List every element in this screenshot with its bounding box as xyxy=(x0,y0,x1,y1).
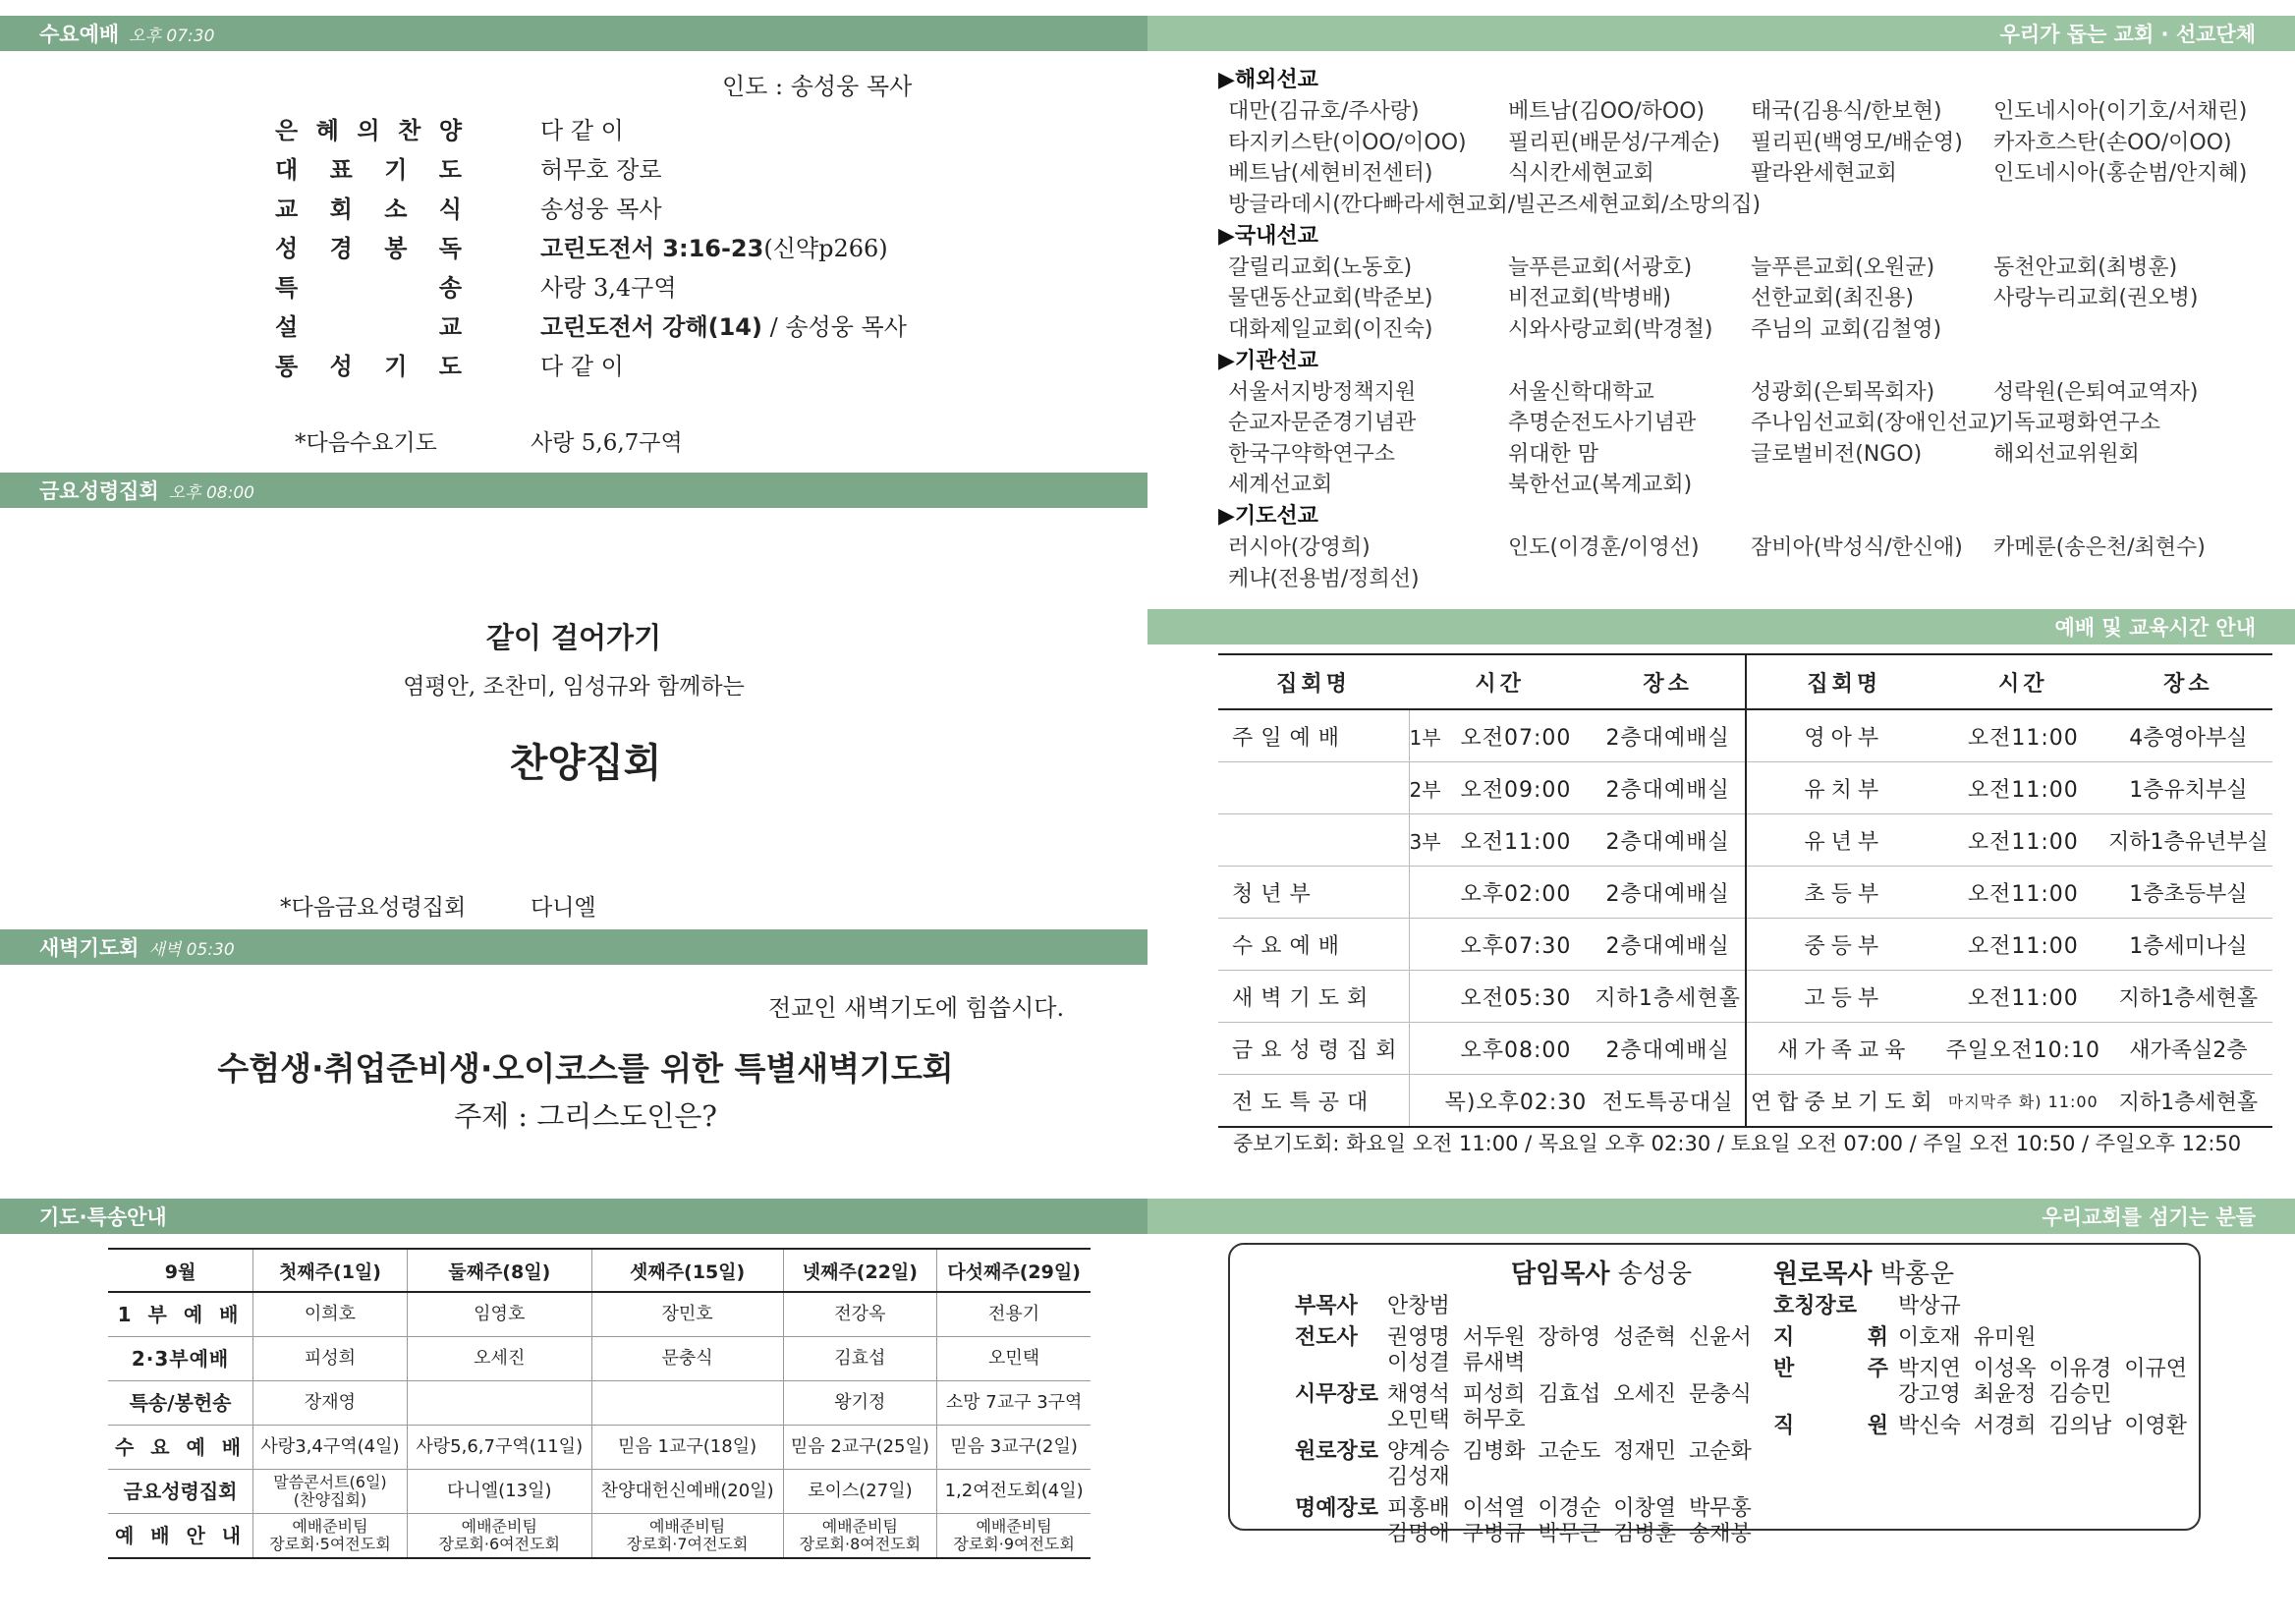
mission-item: 늘푸른교회(오원균) xyxy=(1751,254,1935,280)
label-char: 성 xyxy=(329,352,353,380)
staff-names: 안창범 xyxy=(1387,1294,1450,1318)
label-char: 설 xyxy=(275,312,299,341)
schedule-cell: 지하1층세현홀 xyxy=(1591,971,1746,1023)
program-value-text: 송성웅 목사 xyxy=(540,195,662,223)
label-char: 독 xyxy=(438,234,462,262)
label-char: 통 xyxy=(275,352,299,380)
schedule-cell: 지하1층유년부실 xyxy=(2104,814,2272,867)
fri-event: 찬양집회 xyxy=(509,741,662,786)
wed-next-label: *다음수요기도 xyxy=(295,430,437,456)
section-title: 새벽기도회 xyxy=(39,936,140,960)
staff-names: 권영명 서두원 장하영 성준혁 신윤서 xyxy=(1387,1325,1752,1350)
schedule-header xyxy=(1148,609,2295,644)
head-pastor xyxy=(1511,1254,1692,1290)
staff-names: 이성결 류새벽 xyxy=(1387,1351,1526,1375)
head-pastor-title: 담임목사 xyxy=(1511,1260,1610,1289)
schedule-cell: 2층대예배실 xyxy=(1591,709,1746,762)
section-time: 새벽 05:30 xyxy=(148,939,235,960)
staff-title: 명예장로 xyxy=(1295,1496,1379,1521)
dawn-title: 수험생·취업준비생·오이코스를 위한 특별새벽기도회 xyxy=(217,1049,954,1088)
mission-item: 세계선교회 xyxy=(1228,473,1333,497)
staff-title: 시무장로 xyxy=(1295,1382,1379,1407)
program-value-text: 다 같 이 xyxy=(540,116,624,144)
mission-item: 카자흐스탄(손OO/이OO) xyxy=(1993,130,2232,155)
staff-names: 피홍배 이석열 이경순 이창열 박무홍 xyxy=(1387,1496,1752,1521)
prayer-cell-line: 장로회·6여전도회 xyxy=(438,1535,560,1553)
prayer-cell xyxy=(591,1381,783,1426)
prayer-cell-line: (찬양집회) xyxy=(293,1490,367,1509)
prayer-cell xyxy=(253,1470,408,1514)
schedule-cell xyxy=(1409,1023,1441,1075)
prayer-cell: 금요성령집회 xyxy=(108,1470,253,1514)
schedule-cell: 1층초등부실 xyxy=(2104,867,2272,919)
schedule-cell: 전도특공대실 xyxy=(1591,1075,1746,1128)
prayer-row xyxy=(108,1514,1091,1559)
staff-names: 박신숙 서경희 김의남 이영환 xyxy=(1898,1414,2188,1438)
schedule-cell: 오후08:00 xyxy=(1441,1023,1592,1075)
elder-pastor-name: 박홍운 xyxy=(1879,1260,1955,1289)
prayer-cell: 장재영 xyxy=(253,1381,408,1426)
prayer-cell: 소망 7교구 3구역 xyxy=(937,1381,1091,1426)
col-header: 첫째주(1일) xyxy=(253,1249,408,1292)
col-header: 둘째주(8일) xyxy=(407,1249,591,1292)
label-char: 의 xyxy=(357,116,380,144)
prayer-cell-line: 예배준비팀 xyxy=(976,1517,1052,1537)
mission-item: 한국구약학연구소 xyxy=(1228,441,1396,467)
schedule-cell: 주일오전10:10 xyxy=(1942,1023,2104,1075)
staff-header xyxy=(1148,1199,2295,1234)
schedule-cell: 수요예배 xyxy=(1218,919,1409,971)
prayer-row xyxy=(108,1337,1091,1381)
label-char: 도 xyxy=(438,155,462,184)
col-header: 집회명 xyxy=(1746,654,1942,709)
schedule-cell: 마지막주 화) 11:00 xyxy=(1942,1075,2104,1128)
mission-item: 인도(이경훈/이영선) xyxy=(1508,535,1700,560)
mission-group-heading: ▶기도선교 xyxy=(1218,504,1318,529)
prayer-cell-line: 말씀콘서트(6일) xyxy=(273,1473,387,1492)
label-char: 교 xyxy=(275,195,299,223)
label-char: 회 xyxy=(329,195,353,223)
wed-next-value: 사랑 5,6,7구역 xyxy=(531,430,683,456)
schedule-row xyxy=(1218,762,2272,814)
col-header: 셋째주(15일) xyxy=(591,1249,783,1292)
program-value xyxy=(540,111,624,145)
staff-names: 오민택 허무호 xyxy=(1387,1408,1526,1432)
program-row xyxy=(275,187,662,226)
staff-title: 부목사 xyxy=(1295,1294,1358,1318)
schedule-row xyxy=(1218,971,2272,1023)
prayer-cell: 특송/봉헌송 xyxy=(108,1381,253,1426)
schedule-cell: 영아부 xyxy=(1746,709,1942,762)
mission-item: 서울신학대학교 xyxy=(1508,379,1654,405)
program-label xyxy=(275,229,462,263)
fri-subtitle: 염평안, 조찬미, 임성규와 함께하는 xyxy=(403,674,745,700)
mission-item: 갈릴리교회(노동호) xyxy=(1228,254,1413,280)
mission-item: 북한선교(복계교회) xyxy=(1508,473,1693,497)
prayer-cell: 오민택 xyxy=(937,1337,1091,1381)
section-title: 금요성령집회 xyxy=(39,479,159,503)
schedule-row xyxy=(1218,1023,2272,1075)
prayer-cell: 임영호 xyxy=(407,1292,591,1337)
schedule-cell xyxy=(1409,867,1441,919)
mission-item: 해외선교위원회 xyxy=(1993,441,2140,467)
schedule-cell: 오전11:00 xyxy=(1942,762,2104,814)
mission-item: 서울서지방정책지원 xyxy=(1228,379,1417,405)
staff-names: 이호재 유미원 xyxy=(1898,1325,2037,1350)
mission-item: 추명순전도사기념관 xyxy=(1508,411,1697,435)
schedule-cell: 2층대예배실 xyxy=(1591,867,1746,919)
schedule-row xyxy=(1218,814,2272,867)
schedule-cell: 1부 xyxy=(1409,709,1441,762)
schedule-cell: 3부 xyxy=(1409,814,1441,867)
schedule-cell xyxy=(1218,762,1409,814)
program-value-text: 다 같 이 xyxy=(540,352,624,380)
schedule-cell: 2층대예배실 xyxy=(1591,1023,1746,1075)
prayer-row xyxy=(108,1292,1091,1337)
mission-item: 글로벌비전(NGO) xyxy=(1751,441,1923,467)
prayer-cell-line: 예배준비팀 xyxy=(461,1517,537,1537)
mission-item: 방글라데시(깐다빠라세현교회/빌곤즈세현교회/소망의집) xyxy=(1228,192,1762,217)
col-header: 다섯째주(29일) xyxy=(937,1249,1091,1292)
prayer-cell-line: 장로회·9여전도회 xyxy=(953,1535,1075,1553)
prayer-header xyxy=(0,1199,1148,1234)
dawn-note: 전교인 새벽기도에 힘씁시다. xyxy=(768,994,1065,1022)
label-char: 양 xyxy=(438,116,462,144)
schedule-row xyxy=(1218,709,2272,762)
schedule-cell: 고등부 xyxy=(1746,971,1942,1023)
mission-item: 팔라완세현교회 xyxy=(1751,161,1897,186)
prayer-cell: 사랑5,6,7구역(11일) xyxy=(407,1426,591,1470)
staff-names: 강고영 최윤정 김승민 xyxy=(1898,1382,2112,1407)
section-title: 예배 및 교육시간 안내 xyxy=(2054,616,2256,640)
label-char: 표 xyxy=(329,155,353,184)
prayer-cell: 오세진 xyxy=(407,1337,591,1381)
prayer-cell xyxy=(407,1514,591,1559)
staff-names: 김명애 구병규 박무근 김병훈 송재봉 xyxy=(1387,1522,1752,1546)
prayer-row xyxy=(108,1381,1091,1426)
mission-item: 선한교회(최진용) xyxy=(1751,286,1914,310)
schedule-cell: 오후02:00 xyxy=(1441,867,1592,919)
mission-item: 필리핀(백영모/배순영) xyxy=(1751,130,1963,155)
mission-item: 식시칸세현교회 xyxy=(1508,161,1654,186)
fri-service-header xyxy=(0,473,1148,508)
schedule-cell: 4층영아부실 xyxy=(2104,709,2272,762)
prayer-cell-line: 장로회·8여전도회 xyxy=(799,1535,922,1553)
program-value xyxy=(540,150,662,185)
staff-names: 양계승 김병화 고순도 정재민 고순화 xyxy=(1387,1439,1752,1464)
mission-group-heading: ▶해외선교 xyxy=(1218,68,1318,92)
schedule-cell: 2부 xyxy=(1409,762,1441,814)
section-title: 우리가 돕는 교회 · 선교단체 xyxy=(1999,23,2256,46)
staff-title: 반 주 xyxy=(1773,1357,1888,1381)
mission-item: 잠비아(박성식/한신애) xyxy=(1751,535,1963,560)
label-char: 식 xyxy=(438,195,462,223)
mission-item: 물댄동산교회(박준보) xyxy=(1228,286,1433,310)
staff-names: 박지연 이성옥 이유경 이규연 xyxy=(1898,1357,2188,1381)
prayer-cell-line: 예배준비팀 xyxy=(648,1517,726,1537)
mission-item: 사랑누리교회(권오병) xyxy=(1993,286,2199,310)
mission-item: 러시아(강영희) xyxy=(1228,535,1371,560)
mission-item: 성광회(은퇴목회자) xyxy=(1751,379,1935,405)
fri-title: 같이 걸어가기 xyxy=(485,621,662,654)
prayer-cell: 피성희 xyxy=(253,1337,408,1381)
schedule-cell: 금요성령집회 xyxy=(1218,1023,1409,1075)
prayer-cell: 전용기 xyxy=(937,1292,1091,1337)
prayer-cell: 믿음 1교구(18일) xyxy=(591,1426,783,1470)
prayer-cell: 2·3부예배 xyxy=(108,1337,253,1381)
label-char: 혜 xyxy=(315,116,339,144)
schedule-cell: 2층대예배실 xyxy=(1591,919,1746,971)
elder-pastor xyxy=(1773,1254,1954,1290)
prayer-cell: 로이스(27일) xyxy=(783,1470,937,1514)
elder-pastor-title: 원로목사 xyxy=(1773,1260,1873,1289)
head-pastor-name: 송성웅 xyxy=(1617,1260,1693,1289)
staff-title: 원로장로 xyxy=(1295,1439,1379,1464)
program-label xyxy=(275,190,462,224)
prayer-cell: 장민호 xyxy=(591,1292,783,1337)
label-char: 기 xyxy=(384,155,408,184)
col-header: 장소 xyxy=(1591,654,1746,709)
label-char: 특 xyxy=(275,273,299,302)
schedule-cell: 1층세미나실 xyxy=(2104,919,2272,971)
label-char: 교 xyxy=(438,312,462,341)
prayer-table-header xyxy=(108,1249,1091,1292)
program-value-text: 허무호 장로 xyxy=(540,155,662,184)
prayer-cell xyxy=(253,1514,408,1559)
schedule-cell xyxy=(1218,814,1409,867)
staff-title: 지 휘 xyxy=(1773,1325,1888,1350)
program-value-text: / 송성웅 목사 xyxy=(761,312,907,341)
prayer-cell: 왕기정 xyxy=(783,1381,937,1426)
label-char: 도 xyxy=(438,352,462,380)
section-title: 수요예배 xyxy=(39,23,120,46)
mission-item: 베트남(김OO/하OO) xyxy=(1508,99,1706,124)
col-header: 넷째주(22일) xyxy=(783,1249,937,1292)
col-header: 집회명 xyxy=(1218,654,1409,709)
schedule-cell: 유치부 xyxy=(1746,762,1942,814)
schedule-cell: 오후07:30 xyxy=(1441,919,1592,971)
staff-title: 호칭장로 xyxy=(1773,1294,1858,1318)
mission-item: 태국(김용식/한보현) xyxy=(1751,99,1942,124)
mission-group-heading: ▶기관선교 xyxy=(1218,348,1318,373)
program-value xyxy=(540,229,888,263)
wed-service-header xyxy=(0,16,1148,51)
label-char: 은 xyxy=(275,116,299,144)
mission-item: 카메룬(송은천/최현수) xyxy=(1993,535,2206,560)
mission-item: 성락원(은퇴여교역자) xyxy=(1993,379,2199,405)
schedule-cell xyxy=(1409,971,1441,1023)
prayer-cell xyxy=(407,1381,591,1426)
label-char: 기 xyxy=(384,352,408,380)
program-row xyxy=(275,147,662,187)
section-title: 우리교회를 섬기는 분들 xyxy=(2042,1205,2256,1229)
col-header: 시간 xyxy=(1942,654,2104,709)
mission-item: 타지키스탄(이OO/이OO) xyxy=(1228,130,1467,155)
mission-item: 동천안교회(최병훈) xyxy=(1993,254,2178,280)
label-char: 송 xyxy=(438,273,462,302)
staff-names: 김성재 xyxy=(1387,1465,1450,1489)
schedule-cell: 오전11:00 xyxy=(1942,867,2104,919)
intercession-note: 중보기도회: 화요일 오전 11:00 / 목요일 오후 02:30 / 토요일 오전 07:00 / 주일 오전 10:50 / 주일오후 12:50 xyxy=(1233,1132,2242,1155)
prayer-cell: 문충식 xyxy=(591,1337,783,1381)
schedule-cell: 오전09:00 xyxy=(1441,762,1592,814)
mission-item: 대만(김규호/주사랑) xyxy=(1228,99,1420,124)
schedule-cell: 오전05:30 xyxy=(1441,971,1592,1023)
schedule-table xyxy=(1218,653,2272,1128)
schedule-cell: 전도특공대 xyxy=(1218,1075,1409,1128)
prayer-cell: 1 부 예 배 xyxy=(108,1292,253,1337)
prayer-cell-line: 예배준비팀 xyxy=(292,1517,368,1537)
mission-item: 주님의 교회(김철영) xyxy=(1751,316,1942,342)
prayer-cell-line: 장로회·7여전도회 xyxy=(626,1535,749,1553)
schedule-cell: 오전11:00 xyxy=(1942,709,2104,762)
mission-item: 기독교평화연구소 xyxy=(1993,411,2161,435)
prayer-cell: 믿음 2교구(25일) xyxy=(783,1426,937,1470)
program-value-text: 사랑 3,4구역 xyxy=(540,273,677,302)
program-value-main: 고린도전서 3:16-23 xyxy=(540,234,764,262)
prayer-cell: 예 배 안 내 xyxy=(108,1514,253,1559)
mission-item: 위대한 맘 xyxy=(1508,441,1599,467)
schedule-cell xyxy=(1409,919,1441,971)
mission-item: 베트남(세현비전센터) xyxy=(1228,161,1433,186)
fri-next-label: *다음금요성령집회 xyxy=(280,895,467,921)
dawn-theme: 주제 : 그리스도인은? xyxy=(454,1099,717,1133)
staff-names: 채영석 피성희 김효섭 오세진 문충식 xyxy=(1387,1382,1752,1407)
prayer-cell: 김효섭 xyxy=(783,1337,937,1381)
schedule-cell: 연합중보기도회 xyxy=(1746,1075,1942,1128)
schedule-cell: 새가족실2층 xyxy=(2104,1023,2272,1075)
schedule-cell: 2층대예배실 xyxy=(1591,814,1746,867)
prayer-cell xyxy=(591,1514,783,1559)
mission-item: 비전교회(박병배) xyxy=(1508,286,1671,310)
schedule-cell: 1층유치부실 xyxy=(2104,762,2272,814)
mission-item: 주나임선교회(장애인선교) xyxy=(1751,411,1997,435)
mission-item: 인도네시아(이기호/서채린) xyxy=(1993,99,2248,124)
prayer-cell-line: 장로회·5여전도회 xyxy=(269,1535,391,1553)
staff-title: 전도사 xyxy=(1295,1325,1358,1350)
label-char: 대 xyxy=(275,155,299,184)
program-row xyxy=(275,265,677,305)
schedule-cell: 지하1층세현홀 xyxy=(2104,1075,2272,1128)
fri-next-value: 다니엘 xyxy=(531,895,596,921)
prayer-cell: 사랑3,4구역(4일) xyxy=(253,1426,408,1470)
schedule-cell: 중등부 xyxy=(1746,919,1942,971)
section-title: 기도·특송안내 xyxy=(39,1205,167,1229)
schedule-cell: 유년부 xyxy=(1746,814,1942,867)
section-time: 오후 08:00 xyxy=(168,482,254,503)
label-char: 봉 xyxy=(384,234,408,262)
mission-item: 늘푸른교회(서광호) xyxy=(1508,254,1693,280)
schedule-cell: 오전11:00 xyxy=(1942,971,2104,1023)
schedule-row xyxy=(1218,867,2272,919)
prayer-cell: 1,2여전도회(4일) xyxy=(937,1470,1091,1514)
prayer-cell: 이희호 xyxy=(253,1292,408,1337)
col-header: 시간 xyxy=(1409,654,1591,709)
prayer-cell-line: 예배준비팀 xyxy=(821,1517,898,1537)
schedule-table-header xyxy=(1218,654,2272,709)
prayer-cell xyxy=(937,1514,1091,1559)
program-value xyxy=(540,308,907,342)
prayer-cell: 찬양대헌신예배(20일) xyxy=(591,1470,783,1514)
label-char: 소 xyxy=(384,195,408,223)
prayer-cell xyxy=(783,1514,937,1559)
program-row xyxy=(275,226,888,265)
program-row xyxy=(275,108,624,147)
program-value-text: (신약p266) xyxy=(763,234,888,262)
schedule-cell: 오전11:00 xyxy=(1942,814,2104,867)
schedule-cell: 목)오후02:30 xyxy=(1441,1075,1592,1128)
section-time: 오후 07:30 xyxy=(129,26,215,46)
program-value-main: 고린도전서 강해(14) xyxy=(540,312,762,341)
prayer-row xyxy=(108,1470,1091,1514)
col-header: 9월 xyxy=(108,1249,253,1292)
label-char: 찬 xyxy=(398,116,421,144)
program-value xyxy=(540,268,677,303)
mission-item: 인도네시아(홍순범/안지혜) xyxy=(1993,161,2248,186)
program-label xyxy=(275,150,462,185)
program-label xyxy=(275,268,462,303)
col-header: 장소 xyxy=(2104,654,2272,709)
schedule-cell: 청년부 xyxy=(1218,867,1409,919)
prayer-row xyxy=(108,1426,1091,1470)
schedule-cell: 새가족교육 xyxy=(1746,1023,1942,1075)
schedule-cell: 오전07:00 xyxy=(1441,709,1592,762)
prayer-cell: 다니엘(13일) xyxy=(407,1470,591,1514)
program-label xyxy=(275,111,462,145)
staff-names: 박상규 xyxy=(1898,1294,1961,1318)
program-row xyxy=(275,305,907,344)
schedule-row xyxy=(1218,1075,2272,1128)
prayer-cell: 믿음 3교구(2일) xyxy=(937,1426,1091,1470)
prayer-cell: 수 요 예 배 xyxy=(108,1426,253,1470)
mission-item: 순교자문준경기념관 xyxy=(1228,411,1417,435)
schedule-cell: 지하1층세현홀 xyxy=(2104,971,2272,1023)
program-label xyxy=(275,308,462,342)
schedule-cell: 오전11:00 xyxy=(1441,814,1592,867)
program-value xyxy=(540,190,662,224)
schedule-row xyxy=(1218,919,2272,971)
label-char: 경 xyxy=(329,234,353,262)
program-value xyxy=(540,347,624,381)
prayer-table xyxy=(108,1248,1091,1559)
wed-leader: 인도 : 송성웅 목사 xyxy=(722,73,913,100)
mission-item: 대화제일교회(이진숙) xyxy=(1228,316,1433,342)
program-row xyxy=(275,344,624,383)
schedule-cell: 오전11:00 xyxy=(1942,919,2104,971)
mission-group-heading: ▶국내선교 xyxy=(1218,223,1318,249)
mission-item: 케냐(전용범/정희선) xyxy=(1228,566,1420,591)
prayer-cell: 전강옥 xyxy=(783,1292,937,1337)
schedule-cell xyxy=(1409,1075,1441,1128)
program-label xyxy=(275,347,462,381)
mission-item: 시와사랑교회(박경철) xyxy=(1508,316,1713,342)
schedule-cell: 초등부 xyxy=(1746,867,1942,919)
mission-header xyxy=(1148,16,2295,51)
label-char: 성 xyxy=(275,234,299,262)
schedule-cell: 새벽기도회 xyxy=(1218,971,1409,1023)
schedule-cell: 주일예배 xyxy=(1218,709,1409,762)
mission-item: 필리핀(배문성/구계순) xyxy=(1508,130,1720,155)
dawn-service-header xyxy=(0,929,1148,965)
schedule-cell: 2층대예배실 xyxy=(1591,762,1746,814)
staff-title: 직 원 xyxy=(1773,1414,1888,1438)
